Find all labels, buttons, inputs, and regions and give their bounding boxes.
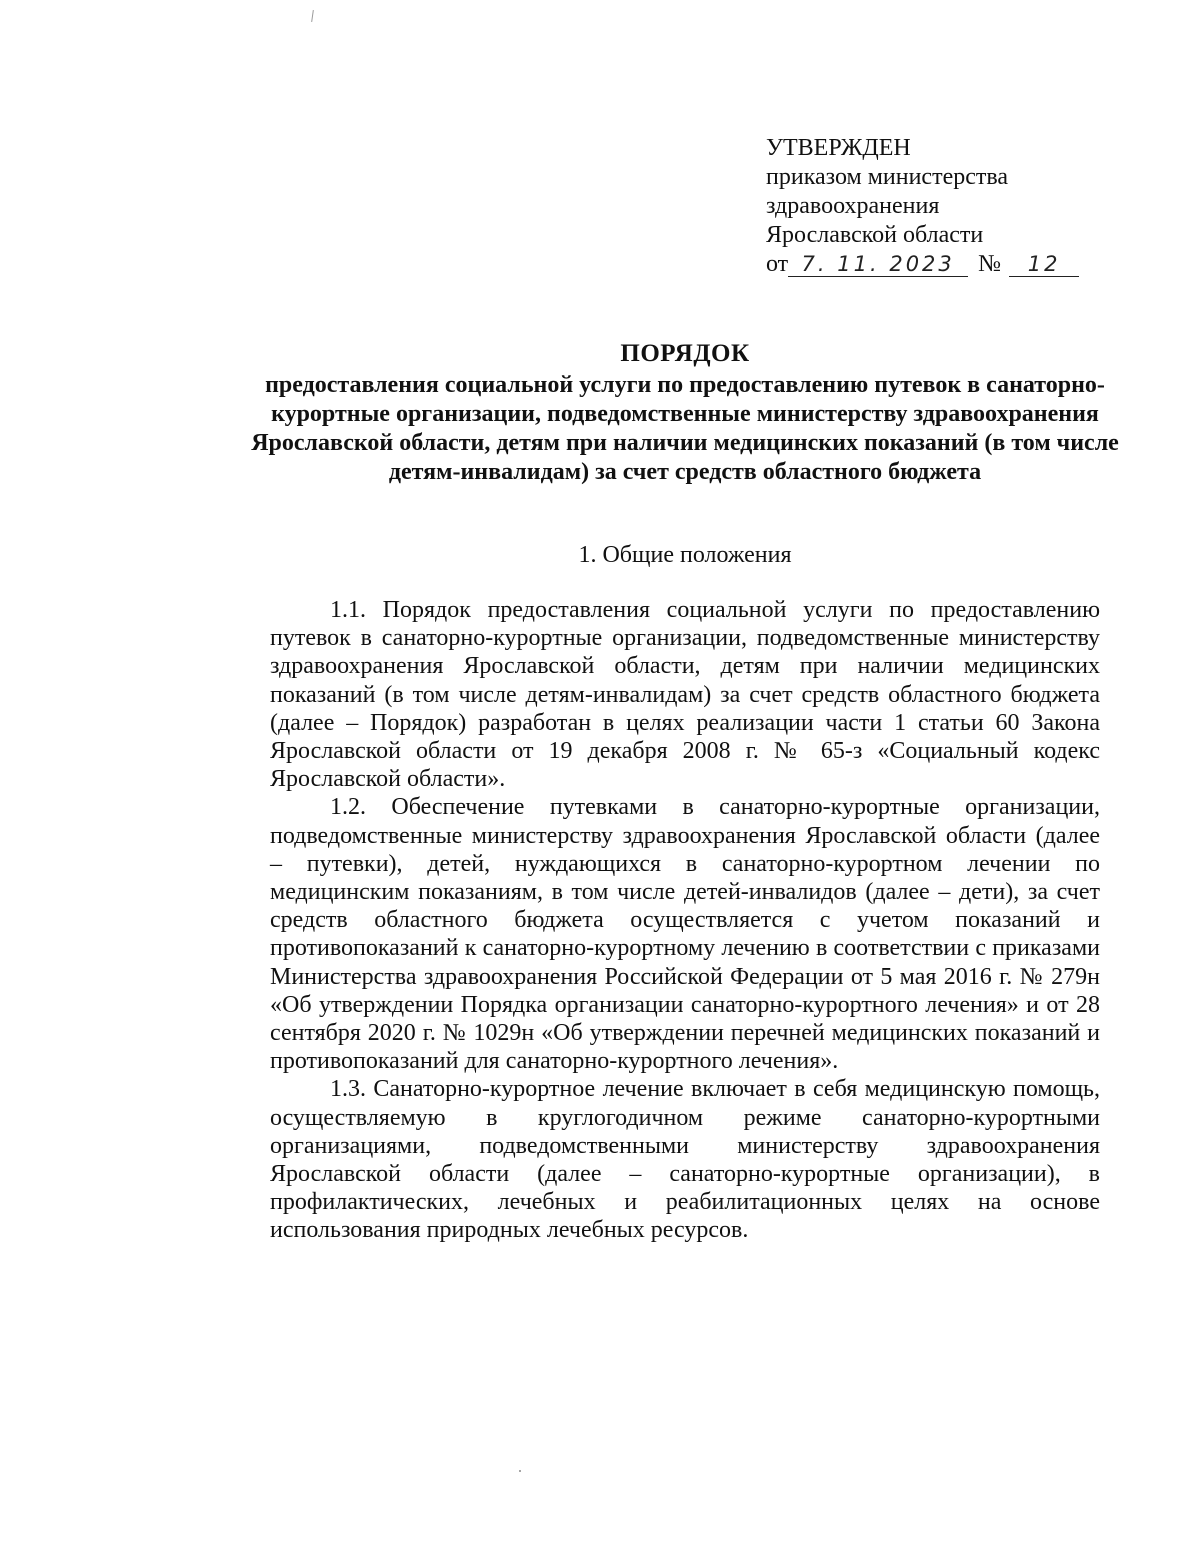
scan-artifact-dot — [519, 1470, 521, 1472]
document-title-block — [250, 339, 1120, 487]
approval-heading: УТВЕРЖДЕН — [766, 135, 911, 161]
scan-artifact-mark — [311, 10, 314, 22]
handwritten-date: 7. 11. 2023 — [788, 252, 968, 277]
document-title: ПОРЯДОК — [620, 340, 750, 367]
approval-order-line: приказом министерства — [766, 164, 1009, 190]
date-prefix: от — [766, 251, 789, 277]
number-sign: № — [978, 251, 1002, 277]
paragraph-1-3: 1.3. Санаторно-курортное лечение включает в себя медицинскую помощь, осуществляемую в круглогодичном режиме санаторно-курортными организациями, подведомственными министерству здравоохранения Ярославской области (далее – санаторно-курортные организации), в профилактических, лечебных и реабилитационных целях на основе использования природных лечебных ресурсов. — [270, 1076, 1100, 1244]
approval-date-number-line — [766, 250, 1126, 279]
paragraph-1-1: 1.1. Порядок предоставления социальной услуги по предоставлению путевок в санаторно-курортные организации, подведомственные министерству здравоохранения Ярославской области, детям при наличии медицинских показаний (в том числе детям-инвалидам) за счет средств областного бюджета (далее – Порядок) разработан в целях реализации части 1 статьи 60 Закона Ярославской области от 19 декабря 2008 г. № 65-з «Социальный кодекс Ярославской области». — [270, 597, 1100, 793]
section-body — [270, 596, 1100, 1245]
paragraph-1-2: 1.2. Обеспечение путевками в санаторно-курортные организации, подведомственные министерству здравоохранения Ярославской области (далее – путевки), детей, нуждающихся в санаторно-курортном лечении по медицинским показаниям, в том числе детей-инвалидов (далее – дети), за счет средств областного бюджета осуществляется с учетом показаний и противопоказаний к санаторно-курортному лечению в соответствии с приказами Министерства здравоохранения Российской Федерации от 5 мая 2016 г. № 279н «Об утверждении Порядка организации санаторно-курортного лечения» и от 28 сентября 2020 г. № 1029н «Об утверждении перечней медицинских показаний и противопоказаний для санаторно-курортного лечения». — [270, 794, 1100, 1075]
handwritten-order-number: 12 — [1009, 252, 1079, 277]
approval-stamp-block — [766, 134, 1126, 279]
approval-region-line: Ярославской области — [766, 222, 984, 248]
approval-ministry-line: здравоохранения — [766, 193, 940, 219]
section-heading: 1. Общие положения — [578, 542, 792, 568]
document-subtitle: предоставления социальной услуги по предоставлению путевок в санаторно-курортные организации, подведомственные министерству здравоохранения Ярославской области, детям при наличии медицинских показаний (в том числе детям-инвалидам) за счет средств областного бюджета — [251, 372, 1119, 485]
